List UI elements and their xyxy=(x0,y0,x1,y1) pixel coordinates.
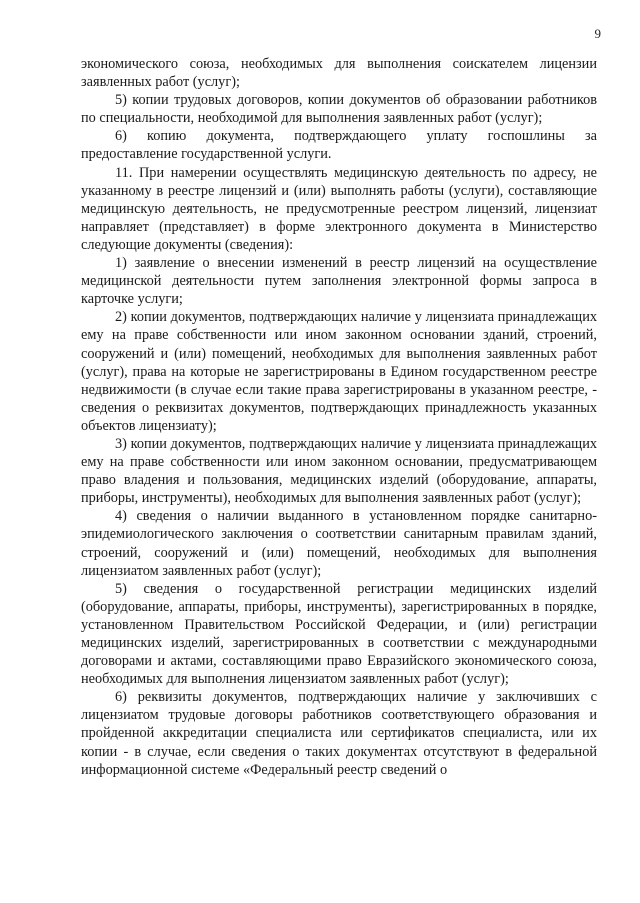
paragraph-section-11: 11. При намерении осуществлять медицинскую деятельность по адресу, не указанному в реестре лицензий и (или) выполнять работы (услуги), составляющие медицинскую деятельность, не предусмотренные реестром лицензий, лицензиат направляет (представляет) в форме электронного документа в Министерство следующие документы (сведения): xyxy=(81,164,597,253)
paragraph-item-5-device-registration: 5) сведения о государственной регистрации медицинских изделий (оборудование, аппараты, приборы, инструменты), зарегистрированных в порядке, установленном Правительством Российской Федерации, и (или) регистрации медицинских изделий, зарегистрированных в соответствии с международными договорами и актами, составляющими право Евразийского экономического союза, необходимых для выполнения лицензиатом заявленных работ (услуг); xyxy=(81,580,597,688)
paragraph-continuation: экономического союза, необходимых для выполнения соискателем лицензии заявленных работ (услуг); xyxy=(81,56,597,91)
paragraph-item-1-application: 1) заявление о внесении изменений в реестр лицензий на осуществление медицинской деятельности путем заполнения электронной формы запроса в карточке услуги; xyxy=(81,255,597,308)
paragraph-item-6-state-fee: 6) копию документа, подтверждающего уплату госпошлины за предоставление государственной услуги. xyxy=(81,128,597,163)
page-number: 9 xyxy=(594,26,601,41)
paragraph-item-5-employment-contracts: 5) копии трудовых договоров, копии документов об образовании работников по специальности, необходимой для выполнения заявленных работ (услуг); xyxy=(81,92,597,127)
paragraph-item-3-medical-devices-documents: 3) копии документов, подтверждающих наличие у лицензиата принадлежащих ему на праве собственности или ином законном основании, предусматривающем право владения и пользования, медицинских изделий (оборудование, аппараты, приборы, инструменты), необходимых для выполнения заявленных работ (услуг); xyxy=(81,435,597,507)
paragraph-item-6-staff-documents: 6) реквизиты документов, подтверждающих наличие у заключивших с лицензиатом трудовые договоры работников соответствующего образования и пройденной аккредитации специалиста или сертификатов специалиста, или их копии - в случае, если сведения о таких документах отсутствуют в федеральной информационной системе «Федеральный реестр сведений о xyxy=(81,689,597,778)
paragraph-item-2-premises-documents: 2) копии документов, подтверждающих наличие у лицензиата принадлежащих ему на праве собственности или ином законном основании зданий, строений, сооружений и (или) помещений, необходимых для выполнения заявленных работ (услуг), права на которые не зарегистрированы в Едином государственном реестре недвижимости (в случае если такие права зарегистрированы в указанном реестре, - сведения о реквизитах документов, подтверждающих принадлежность указанных объектов лицензиату); xyxy=(81,309,597,434)
paragraph-item-4-sanitary-conclusion: 4) сведения о наличии выданного в установленном порядке санитарно-эпидемиологического заключения о соответствии санитарным правилам зданий, строений, сооружений и (или) помещений, необходимых для выполнения лицензиатом заявленных работ (услуг); xyxy=(81,508,597,579)
document-body xyxy=(81,55,597,779)
